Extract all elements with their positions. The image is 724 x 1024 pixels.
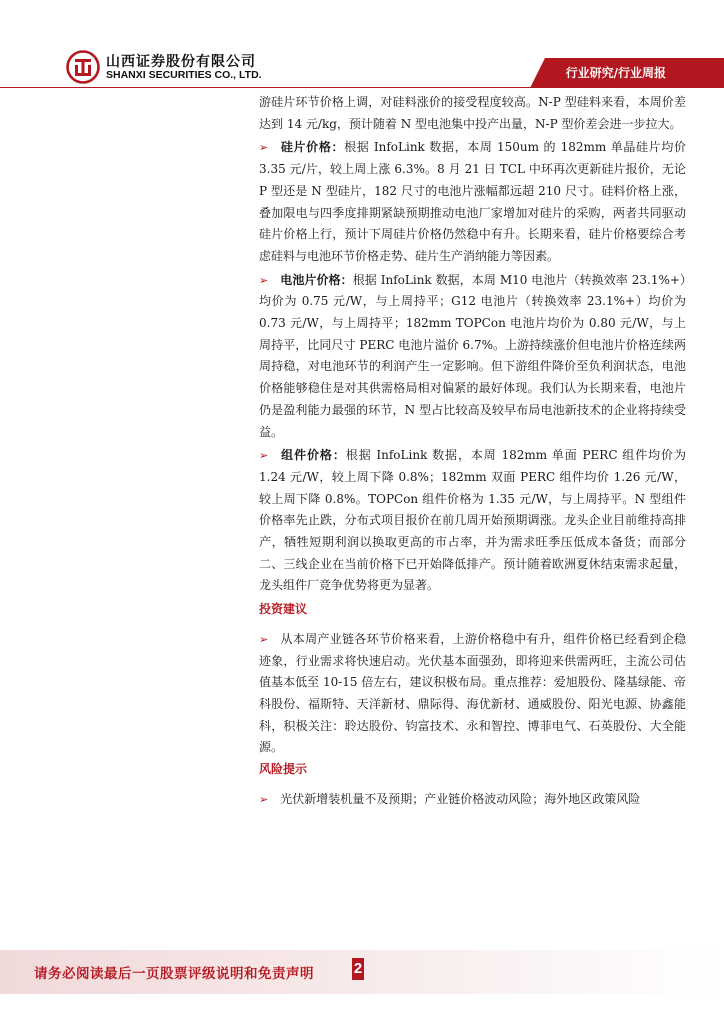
investment-paragraph <box>259 629 686 759</box>
bullet-title: 组件价格： <box>280 448 346 463</box>
report-body <box>259 92 686 811</box>
arrow-bullet-icon: ➢ <box>259 632 269 646</box>
intro-paragraph: 游硅片环节价格上调，对硅料涨价的接受程度较高。N-P 型硅料来看，本周价差达到 14 元/kg，预计随着 N 型电池集中投产出量，N-P 型价差会进一步拉大。 <box>259 95 686 131</box>
bullet-title: 硅片价格： <box>280 140 345 155</box>
bullet-title: 电池片价格： <box>280 272 353 287</box>
arrow-bullet-icon: ➢ <box>259 449 269 463</box>
bullet-text: 根据 InfoLink 数据，本周 182mm 单面 PERC 组件均价为 1.24 元/W，较上周下降 0.8%；182mm 双面 PERC 组件均价 1.26 元/W，较上周下降 0.8%。TOPCon 组件价格为 1.35 元/W，与上周持平。N 型组件价格率先止跌，分布式项目报价在前几周开始预期调涨。龙头企业目前维持高排产，牺牲短期利润以换取更高的市占率，并为需求旺季压低成本备货；而部分二、三线企业在当前价格下已开始降低排产。预计随着欧洲夏休结束需求起量，龙头组件厂竞争优势将更为显著。 <box>259 448 686 593</box>
bullet-cell <box>259 270 686 444</box>
footer-disclaimer: 请务必阅读最后一页股票评级说明和免责声明 <box>34 966 314 982</box>
investment-heading: 投资建议 <box>259 602 308 617</box>
bullet-text: 根据 InfoLink 数据，本周 150um 的 182mm 单晶硅片均价 3.35 元/片，较上周上涨 6.3%。8 月 21 日 TCL 中环再次更新硅片报价，无论 P 型还是 N 型硅片，182 尺寸的电池片涨幅都远超 210 尺寸。硅料价格上涨，叠加限电与四季度排期紧缺预期推动电池厂家增加对硅片的采购，两者共同驱动硅片价格上行，预计下周硅片价格仍然稳中有升。长期来看，硅片价格要综合考虑硅料与电池环节价格走势、硅片生产消纳能力等因素。 <box>259 140 686 263</box>
arrow-bullet-icon: ➢ <box>259 141 269 155</box>
risk-heading: 风险提示 <box>259 762 308 777</box>
risk-paragraph <box>259 789 686 811</box>
page-header <box>0 0 724 100</box>
company-name-en: SHANXI SECURITIES CO., LTD. <box>106 69 262 81</box>
company-name-cn: 山西证券股份有限公司 <box>106 54 256 70</box>
bullet-silicon-wafer <box>259 137 686 267</box>
arrow-bullet-icon: ➢ <box>259 792 269 806</box>
bullet-module <box>259 445 686 597</box>
report-type-label: 行业研究/行业周报 <box>565 66 666 80</box>
page-number: 2 <box>352 958 364 980</box>
investment-text: 从本周产业链各环节价格来看，上游价格稳中有升，组件价格已经看到企稳迹象，行业需求将快速启动。光伏基本面强劲，即将迎来供需两旺，主流公司估值基本低至 10-15 倍左右，建议积极布局。重点推荐：爱旭股份、隆基绿能、帝科股份、福斯特、天洋新材、鼎际得、海优新材、通威股份、阳光电源、协鑫能科，积极关注：聆达股份、钧富技术、永和智控、博菲电气、石英股份、大全能源。 <box>259 631 686 755</box>
arrow-bullet-icon: ➢ <box>259 273 269 287</box>
bullet-text: 根据 InfoLink 数据，本周 M10 电池片（转换效率 23.1%+）均价为 0.75 元/W，与上周持平；G12 电池片（转换效率 23.1%+）均价为 0.73 元/W，与上周持平；182mm TOPCon 电池片均价为 0.80 元/W，与上周持平，比同尺寸 PERC 电池片溢价 6.7%。上游持续涨价但电池片价格连续两周持稳，对电池环节的利润产生一定影响。但下游组件降价至负利润状态，电池价格能够稳住是对其供需格局相对偏紧的最好体现。我们认为长期来看，电池片仍是盈利能力最强的环节，N 型占比较高及较早布局电池新技术的企业将持续受益。 <box>259 272 686 439</box>
risk-text: 光伏新增装机量不及预期；产业链价格波动风险；海外地区政策风险 <box>280 791 641 806</box>
